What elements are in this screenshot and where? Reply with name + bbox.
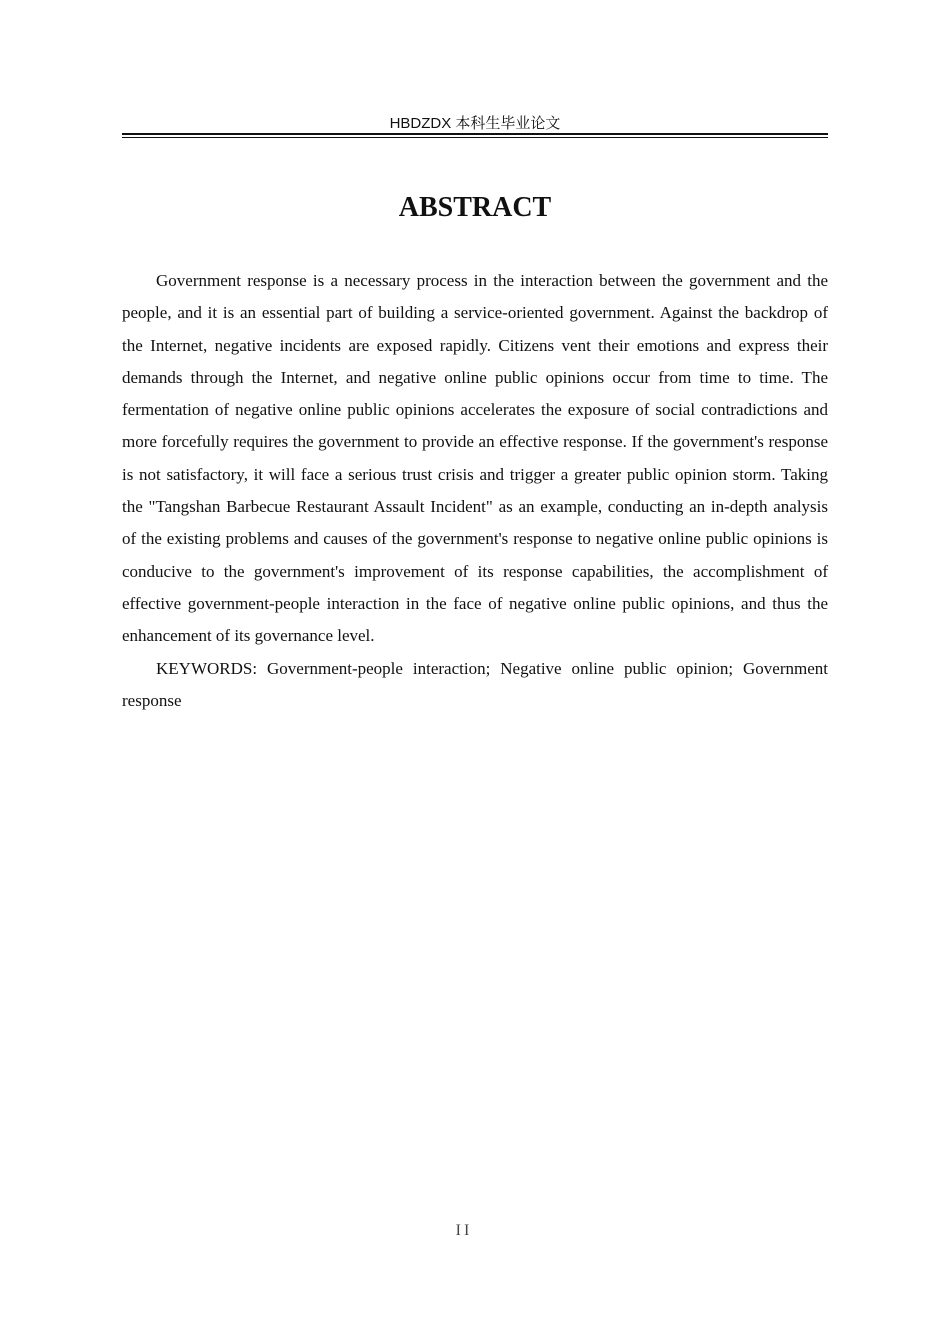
header-rule-thick [122,133,828,135]
header-rule-thin [122,137,828,138]
abstract-title: ABSTRACT [398,192,552,223]
running-header: HBDZDX 本科生毕业论文 [389,115,561,132]
abstract-paragraph: Government response is a necessary process in the interaction between the government and the people, and it is an essential part of building a service-oriented government. Against the backdrop of the Internet, negative incidents are exposed rapidly. Citizens vent their emotions and express their demands through the Internet, and negative online public opinions occur from time to time. The fermentation of negative online public opinions accelerates the exposure of social contradictions and more forcefully requires the government to provide an effective response. If the government's response is not satisfactory, it will face a serious trust crisis and trigger a greater public opinion storm. Taking the "Tangshan Barbecue Restaurant Assault Incident" as an example, conducting an in-depth analysis of the existing problems and causes of the government's response to negative online public opinions is conducive to the government's improvement of its response capabilities, the accomplishment of effective government-people interaction in the face of negative online public opinions, and thus the enhancement of its governance level. [122,271,828,646]
page-number: II [455,1222,473,1239]
keywords-line: KEYWORDS: Government-people interaction; Negative online public opinion; Government response [122,658,828,710]
abstract-section [122,265,828,717]
